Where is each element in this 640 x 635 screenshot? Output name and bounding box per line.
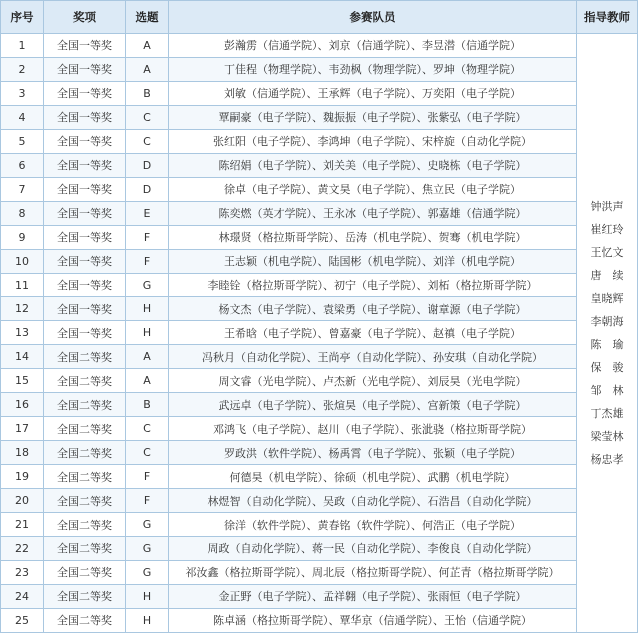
cell-no: 10 xyxy=(1,249,44,273)
cell-members: 丁佳程（物理学院）、韦劲枫（物理学院）、罗坤（物理学院） xyxy=(169,57,577,81)
cell-members: 金正野（电子学院）、孟祥翱（电子学院）、张雨恒（电子学院） xyxy=(169,584,577,608)
cell-topic: F xyxy=(126,249,169,273)
header-teachers: 指导教师 xyxy=(577,1,638,34)
table-row xyxy=(1,465,638,489)
cell-no: 2 xyxy=(1,57,44,81)
table-row xyxy=(1,129,638,153)
cell-members: 徐卓（电子学院）、黄文昊（电子学院）、焦立民（电子学院） xyxy=(169,177,577,201)
table-row xyxy=(1,153,638,177)
cell-members: 冯秋月（自动化学院）、王尚亭（自动化学院）、孙安琪（自动化学院） xyxy=(169,345,577,369)
teacher-name: 保 骏 xyxy=(590,360,624,374)
cell-award: 全国二等奖 xyxy=(44,584,126,608)
cell-topic: H xyxy=(126,321,169,345)
cell-award: 全国二等奖 xyxy=(44,560,126,584)
cell-award: 全国一等奖 xyxy=(44,105,126,129)
cell-topic: G xyxy=(126,560,169,584)
header-members: 参赛队员 xyxy=(169,1,577,34)
cell-no: 13 xyxy=(1,321,44,345)
table-row xyxy=(1,273,638,297)
cell-members: 林璟贤（格拉斯哥学院）、岳涛（机电学院）、贺骞（机电学院） xyxy=(169,225,577,249)
cell-no: 7 xyxy=(1,177,44,201)
cell-topic: C xyxy=(126,105,169,129)
teacher-name: 唐 续 xyxy=(590,268,624,282)
table-row xyxy=(1,34,638,58)
cell-no: 22 xyxy=(1,537,44,561)
cell-topic: A xyxy=(126,34,169,58)
header-award: 奖项 xyxy=(44,1,126,34)
cell-no: 25 xyxy=(1,608,44,632)
cell-no: 18 xyxy=(1,441,44,465)
cell-award: 全国二等奖 xyxy=(44,441,126,465)
cell-no: 21 xyxy=(1,513,44,537)
table-row xyxy=(1,441,638,465)
cell-topic: C xyxy=(126,441,169,465)
cell-award: 全国二等奖 xyxy=(44,465,126,489)
cell-members: 刘敏（信通学院）、王承辉（电子学院）、万奕阳（电子学院） xyxy=(169,81,577,105)
cell-members: 罗政洪（软件学院）、杨禹霄（电子学院）、张颖（电子学院） xyxy=(169,441,577,465)
cell-topic: H xyxy=(126,584,169,608)
cell-topic: D xyxy=(126,153,169,177)
cell-award: 全国二等奖 xyxy=(44,537,126,561)
table-body xyxy=(1,34,638,633)
table-row xyxy=(1,369,638,393)
cell-topic: F xyxy=(126,225,169,249)
cell-award: 全国一等奖 xyxy=(44,273,126,297)
teacher-name: 丁杰雄 xyxy=(590,406,624,420)
cell-topic: F xyxy=(126,465,169,489)
cell-topic: H xyxy=(126,608,169,632)
cell-topic: E xyxy=(126,201,169,225)
cell-award: 全国二等奖 xyxy=(44,345,126,369)
cell-topic: G xyxy=(126,513,169,537)
cell-award: 全国一等奖 xyxy=(44,177,126,201)
cell-award: 全国一等奖 xyxy=(44,225,126,249)
table-row xyxy=(1,297,638,321)
cell-topic: A xyxy=(126,57,169,81)
teacher-name: 梁莹林 xyxy=(590,429,624,443)
table-row xyxy=(1,177,638,201)
teacher-name: 陈 瑜 xyxy=(590,337,624,351)
cell-members: 陈绍娟（电子学院）、刘关美（电子学院）、史晓栋（电子学院） xyxy=(169,153,577,177)
header-no: 序号 xyxy=(1,1,44,34)
cell-no: 16 xyxy=(1,393,44,417)
cell-topic: B xyxy=(126,81,169,105)
cell-topic: D xyxy=(126,177,169,201)
cell-no: 19 xyxy=(1,465,44,489)
cell-award: 全国一等奖 xyxy=(44,81,126,105)
teacher-name: 邹 林 xyxy=(590,383,624,397)
cell-no: 11 xyxy=(1,273,44,297)
table-row xyxy=(1,201,638,225)
cell-no: 1 xyxy=(1,34,44,58)
cell-members: 王希晗（电子学院）、曾嘉豪（电子学院）、赵禛（电子学院） xyxy=(169,321,577,345)
cell-topic: A xyxy=(126,345,169,369)
teacher-name: 李朝海 xyxy=(590,314,624,328)
table-row xyxy=(1,584,638,608)
cell-members: 周文睿（光电学院）、卢杰新（光电学院）、刘辰昊（光电学院） xyxy=(169,369,577,393)
cell-no: 17 xyxy=(1,417,44,441)
cell-members: 徐洋（软件学院）、黄春铭（软件学院）、何浩正（电子学院） xyxy=(169,513,577,537)
cell-award: 全国二等奖 xyxy=(44,393,126,417)
cell-teachers xyxy=(577,34,638,633)
cell-no: 24 xyxy=(1,584,44,608)
table-row xyxy=(1,81,638,105)
cell-award: 全国一等奖 xyxy=(44,153,126,177)
cell-no: 8 xyxy=(1,201,44,225)
cell-no: 4 xyxy=(1,105,44,129)
cell-no: 3 xyxy=(1,81,44,105)
cell-topic: G xyxy=(126,537,169,561)
cell-no: 6 xyxy=(1,153,44,177)
cell-members: 何德昊（机电学院）、徐硕（机电学院）、武鹏（机电学院） xyxy=(169,465,577,489)
cell-award: 全国二等奖 xyxy=(44,608,126,632)
teacher-name: 崔红玲 xyxy=(590,222,624,236)
cell-topic: C xyxy=(126,417,169,441)
cell-topic: C xyxy=(126,129,169,153)
cell-members: 张红阳（电子学院）、李鸿坤（电子学院）、宋梓旋（自动化学院） xyxy=(169,129,577,153)
teacher-name: 王忆文 xyxy=(590,245,624,259)
cell-no: 9 xyxy=(1,225,44,249)
header-topic: 选题 xyxy=(126,1,169,34)
table-row xyxy=(1,321,638,345)
cell-award: 全国一等奖 xyxy=(44,34,126,58)
cell-members: 杨文杰（电子学院）、袁梁勇（电子学院）、谢章源（电子学院） xyxy=(169,297,577,321)
cell-award: 全国一等奖 xyxy=(44,201,126,225)
cell-award: 全国二等奖 xyxy=(44,489,126,513)
cell-members: 王志颖（机电学院）、陆国彬（机电学院）、刘洋（机电学院） xyxy=(169,249,577,273)
cell-topic: G xyxy=(126,273,169,297)
cell-members: 覃嗣豪（电子学院）、魏振振（电子学院）、张紫弘（电子学院） xyxy=(169,105,577,129)
teacher-name: 杨忠孝 xyxy=(590,452,624,466)
cell-award: 全国一等奖 xyxy=(44,321,126,345)
cell-members: 林煜智（自动化学院）、吴政（自动化学院）、石浩昌（自动化学院） xyxy=(169,489,577,513)
cell-no: 5 xyxy=(1,129,44,153)
table-row xyxy=(1,225,638,249)
table-row xyxy=(1,345,638,369)
cell-members: 陈卓涵（格拉斯哥学院）、覃华京（信通学院）、王怡（信通学院） xyxy=(169,608,577,632)
table-header-row xyxy=(1,1,638,34)
table-row xyxy=(1,105,638,129)
cell-topic: A xyxy=(126,369,169,393)
cell-members: 周政（自动化学院）、蒋一民（自动化学院）、李俊良（自动化学院） xyxy=(169,537,577,561)
cell-members: 李睦铨（格拉斯哥学院）、初宁（电子学院）、刘柘（格拉斯哥学院） xyxy=(169,273,577,297)
cell-award: 全国二等奖 xyxy=(44,369,126,393)
cell-topic: B xyxy=(126,393,169,417)
table-row xyxy=(1,608,638,632)
table-row xyxy=(1,489,638,513)
cell-no: 20 xyxy=(1,489,44,513)
cell-no: 15 xyxy=(1,369,44,393)
cell-topic: H xyxy=(126,297,169,321)
table-row xyxy=(1,417,638,441)
table-row xyxy=(1,537,638,561)
cell-award: 全国一等奖 xyxy=(44,129,126,153)
cell-award: 全国一等奖 xyxy=(44,297,126,321)
cell-members: 彭瀚雳（信通学院）、刘京（信通学院）、李昱潜（信通学院） xyxy=(169,34,577,58)
cell-members: 祁汝鑫（格拉斯哥学院）、周北辰（格拉斯哥学院）、何芷青（格拉斯哥学院） xyxy=(169,560,577,584)
cell-award: 全国二等奖 xyxy=(44,513,126,537)
table-row xyxy=(1,513,638,537)
cell-members: 陈奕燃（英才学院）、王永冰（电子学院）、郭嘉雄（信通学院） xyxy=(169,201,577,225)
cell-award: 全国二等奖 xyxy=(44,417,126,441)
table-row xyxy=(1,249,638,273)
table-row xyxy=(1,57,638,81)
cell-members: 邓鸿飞（电子学院）、赵川（电子学院）、张泚骁（格拉斯哥学院） xyxy=(169,417,577,441)
cell-members: 武远卓（电子学院）、张煊昊（电子学院）、宫新策（电子学院） xyxy=(169,393,577,417)
teacher-name: 皇晓辉 xyxy=(590,291,624,305)
cell-no: 23 xyxy=(1,560,44,584)
cell-award: 全国一等奖 xyxy=(44,249,126,273)
table-row xyxy=(1,560,638,584)
cell-award: 全国一等奖 xyxy=(44,57,126,81)
cell-topic: F xyxy=(126,489,169,513)
table-row xyxy=(1,393,638,417)
cell-no: 12 xyxy=(1,297,44,321)
cell-no: 14 xyxy=(1,345,44,369)
teacher-name: 钟洪声 xyxy=(590,199,624,213)
